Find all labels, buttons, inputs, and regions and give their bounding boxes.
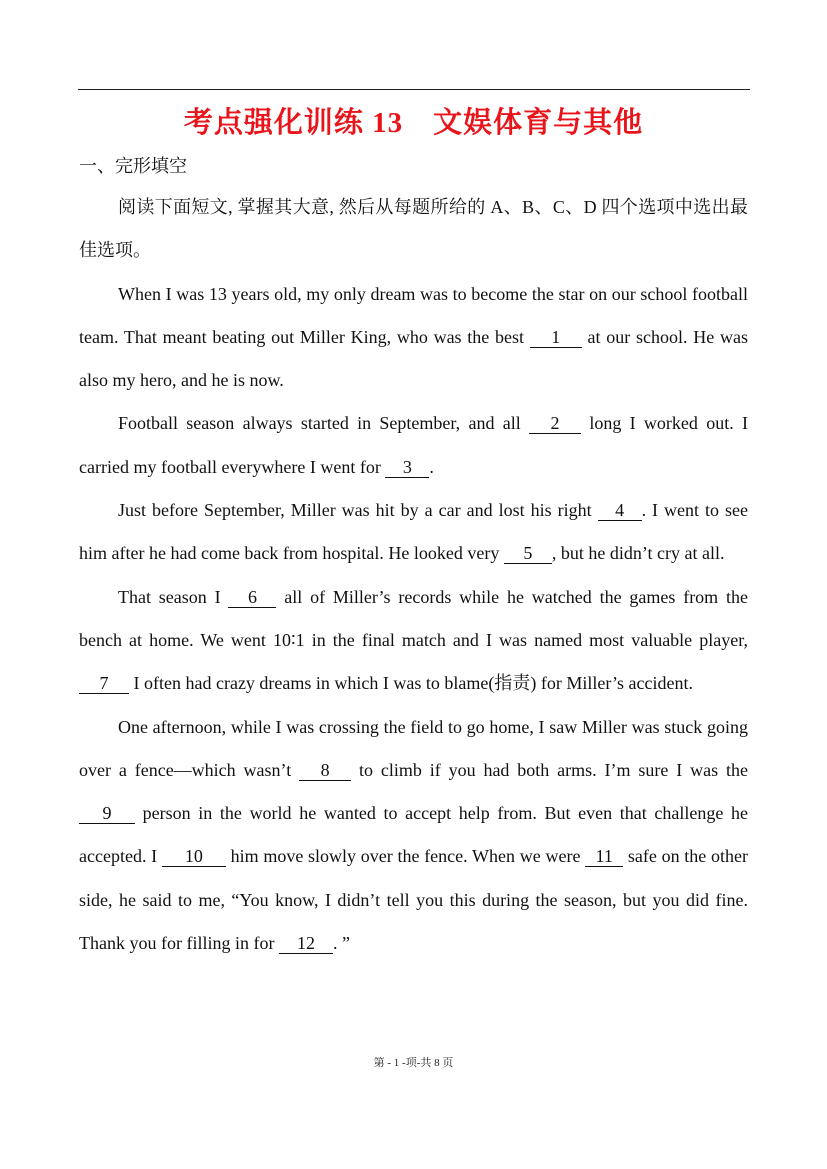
page-footer: 第 - 1 -项-共 8 页 [373, 1057, 454, 1069]
blank-11: 11 [585, 846, 623, 867]
passage-text: Football season always started in September, and all [118, 413, 530, 434]
passage-paragraph [79, 273, 748, 403]
blank-9: 9 [79, 803, 135, 824]
title-part-1: 考点强化训练 13 [183, 107, 404, 139]
passage-text: at our school. He was also my hero, and he is now. [79, 326, 748, 391]
page-title [0, 100, 827, 141]
passage-text: I often had crazy dreams in which I was to blame(指责) for Miller’s accident. [129, 673, 693, 694]
blank-6: 6 [228, 587, 276, 608]
header-rule [78, 89, 750, 90]
blank-3: 3 [385, 457, 429, 478]
passage-paragraph [79, 706, 748, 966]
passage [79, 273, 748, 966]
blank-10: 10 [162, 846, 226, 867]
passage-text: person in the world he wanted to accept help from. But even that challenge he accepted. I [79, 803, 748, 867]
passage-text: Just before September, Miller was hit by a car and lost his right [118, 500, 598, 521]
instruction: 阅读下面短文, 掌握其大意, 然后从每题所给的 A、B、C、D 四个选项中选出最佳选项。 [79, 197, 748, 261]
passage-text: him move slowly over the fence. When we were [225, 846, 586, 867]
passage-text: all of Miller’s records while he watched the games from the bench at home. We went 10∶1 in the final match and I was named most valuable player, [79, 586, 748, 650]
blank-4: 4 [598, 500, 642, 521]
blank-5: 5 [504, 543, 552, 564]
title-part-2: 文娱体育与其他 [433, 107, 644, 139]
passage-text: When I was 13 years old, my only dream was to become the star on our school football team. That meant beating out Miller King, who was the best [79, 283, 748, 347]
blank-2: 2 [529, 413, 581, 434]
document-body [79, 186, 748, 965]
blank-8: 8 [299, 760, 351, 781]
blank-1: 1 [530, 327, 582, 348]
passage-text: . [429, 456, 434, 477]
passage-paragraph [79, 576, 748, 706]
passage-text: . I went to see him after he had come back from hospital. He looked very [79, 500, 748, 564]
passage-text: . ” [332, 933, 350, 954]
passage-text: One afternoon, while I was crossing the field to go home, I saw Miller was stuck going over a fence—which wasn’t [79, 716, 748, 780]
blank-12: 12 [279, 933, 333, 954]
blank-7: 7 [79, 673, 129, 694]
passage-text: safe on the other side, he said to me, “You know, I didn’t tell you this during the season, but you did fine. Thank you for filling in for [79, 846, 748, 954]
passage-paragraph [79, 489, 748, 576]
passage-paragraph [79, 402, 748, 489]
section-heading: 一、完形填空 [79, 156, 187, 176]
passage-text: to climb if you had both arms. I’m sure I was the [351, 759, 748, 780]
passage-text: That season I [118, 586, 229, 607]
passage-text: long I worked out. I carried my football everywhere I went for [79, 413, 748, 477]
passage-text: , but he didn’t cry at all. [551, 543, 725, 564]
